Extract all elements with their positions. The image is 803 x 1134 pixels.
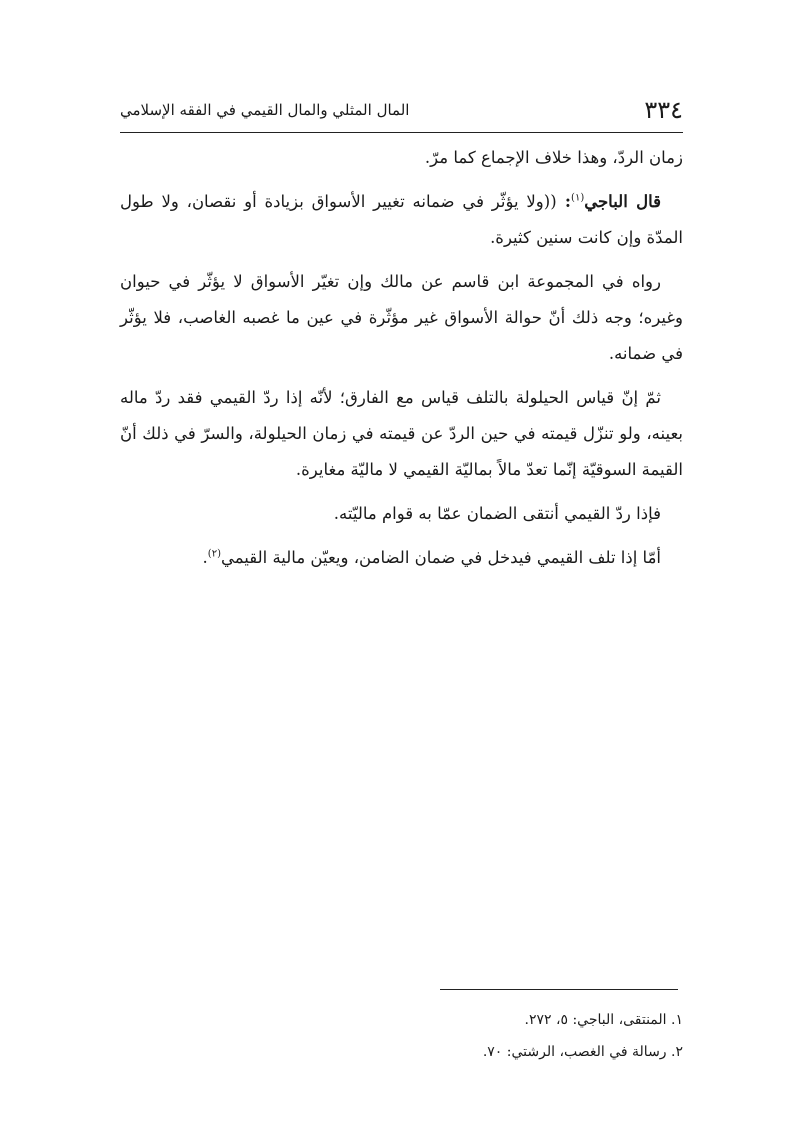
paragraph-6-text: أمّا إذا تلف القيمي فيدخل في ضمان الضامن، ويعيّن مالية القيمي	[220, 548, 661, 567]
paragraph-1: زمان الردّ، وهذا خلاف الإجماع كما مرّ.	[424, 148, 683, 167]
paragraph-5: فإذا ردّ القيمي أنتقى الضمان عمّا به قوام ماليّته.	[333, 504, 661, 523]
header-rule	[120, 132, 683, 133]
quote-text: ((ولا يؤثّر في ضمانه تغيير الأسواق بزيادة أو نقصان، ولا طول المدّة وإن كانت سنين كثيرة.	[120, 192, 683, 247]
footnote-separator	[440, 989, 678, 990]
footnotes	[120, 1004, 683, 1068]
body-text	[120, 140, 683, 576]
paragraph-3: رواه في المجموعة ابن قاسم عن مالك وإن تغيّر الأسواق لا يؤثّر في حيوان وغيره؛ وجه ذلك أنّ حوالة الأسواق غير مؤثّرة في عين ما غصبه الغاصب، فلا يؤثّر في ضمانه.	[120, 272, 683, 363]
speaker-colon: :	[556, 192, 572, 211]
paragraph-2	[120, 184, 683, 256]
footnote-ref-2[interactable]: (٢)	[207, 548, 221, 560]
speaker-name: قال الباجي	[584, 192, 661, 211]
footnote-ref-1[interactable]: (١)	[571, 192, 585, 204]
footnote-2: ٢. رسالة في الغصب، الرشتي: ٧٠.	[482, 1044, 683, 1060]
footnote-1: ١. المنتقى، الباجي: ٥، ٢٧٢.	[524, 1012, 683, 1028]
book-title: المال المثلي والمال القيمي في الفقه الإسلامي	[120, 101, 410, 119]
paragraph-4: ثمّ إنّ قياس الحيلولة بالتلف قياس مع الفارق؛ لأنّه إذا ردّ القيمي فقد ردّ ماله بعينه، ولو تنزّل قيمته في حين الردّ عن قيمته في زمان الحيلولة، والسرّ في ذلك أنّ القيمة السوقيّة إنّما تعدّ مالاً بماليّة القيمي لا ماليّة مغايرة.	[120, 388, 683, 479]
page-number: ٣٣٤	[644, 96, 683, 124]
paragraph-6-end: .	[202, 548, 208, 567]
paragraph-6	[120, 540, 683, 576]
running-header	[120, 92, 683, 128]
